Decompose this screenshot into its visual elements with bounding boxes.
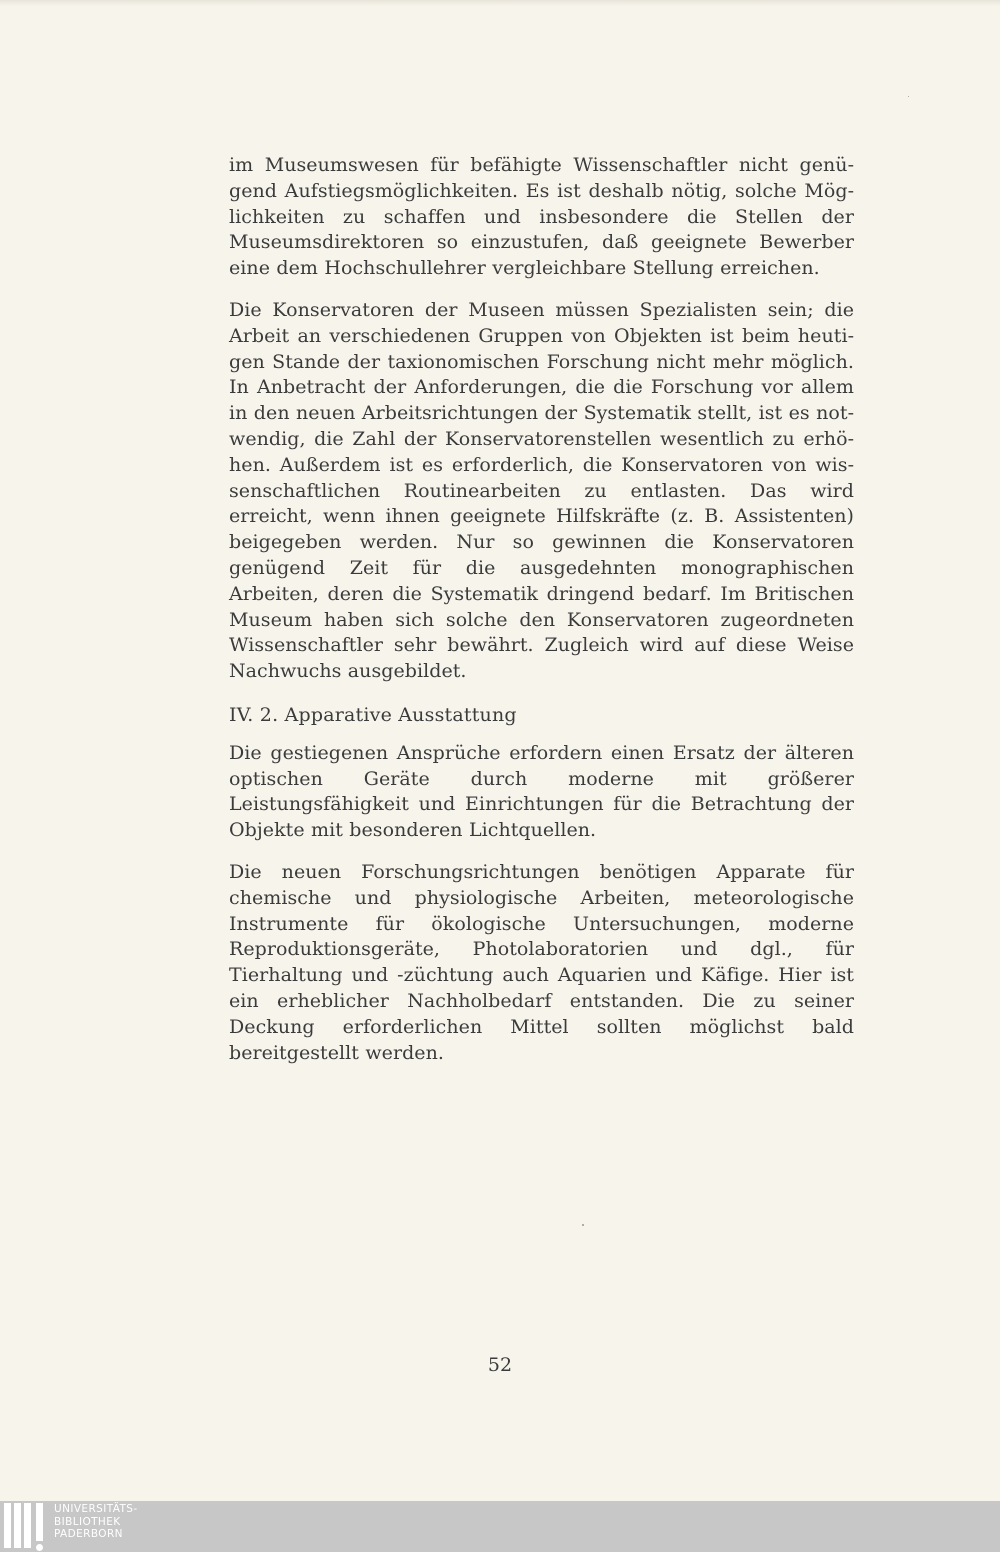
logo-dot (36, 1544, 43, 1551)
section-heading: IV. 2. Apparative Ausstattung (229, 703, 517, 726)
library-name-line-2: BIBLIOTHEK (54, 1515, 121, 1528)
library-name-line-1: UNIVERSITÄTS- (54, 1503, 138, 1515)
scan-speck (582, 1224, 584, 1226)
document-body (229, 153, 854, 1082)
library-name-line-3: PADERBORN (54, 1528, 123, 1540)
section-paragraph-2: Die neuen Forschungsrichtungen benötigen Apparate für chemische und physiologische Arbeiten, meteorologische Instrumente für ökologische Untersuchungen, moderne Reproduktionsgeräte, Photolaboratorien und dgl., für Tierhaltung und -züchtung auch Aquarien und Käfige. Hier ist ein erheblicher Nachholbedarf entstanden. Die zu seiner Deckung erforderlichen Mittel sollten möglichst bald bereitgestellt werden. (229, 860, 854, 1064)
logo-stripe (14, 1503, 21, 1548)
logo-stripe (4, 1503, 11, 1548)
library-name (54, 1503, 138, 1541)
paragraph-2: Die Konservatoren der Museen müssen Spezialisten sein; die Arbeit an verschiedenen Gruppen von Objekten ist beim heutigen Stande der taxionomischen Forschung nicht mehr möglich. In Anbetracht der Anforderungen, die die Forschung vor allem in den neuen Arbeitsrichtungen der Systematik stellt, ist es notwendig, die Zahl der Konservatorenstellen wesentlich zu erhöhen. Außerdem ist es erforderlich, die Konservatoren von wissenschaftlichen Routinearbeiten zu entlasten. Das wird erreicht, wenn ihnen geeignete Hilfskräfte (z. B. Assistenten) beigegeben werden. Nur so gewinnen die Konservatoren genügend Zeit für die ausgedehnten monographischen Arbeiten, deren die Systematik dringend bedarf. Im Britischen Museum haben sich solche den Konservatoren zugeordneten Wissenschaftler sehr bewährt. Zugleich wird auf diese Weise Nachwuchs ausgebildet. (229, 298, 854, 683)
page-top-edge (0, 0, 1000, 6)
footer-bar (0, 1501, 1000, 1552)
library-logo (0, 1501, 160, 1552)
page-number: 52 (487, 1354, 513, 1376)
section-paragraph-1: Die gestiegenen Ansprüche erfordern einen Ersatz der älteren optischen Geräte durch moderne mit größerer Leistungsfähigkeit und Einrichtungen für die Betrachtung der Objekte mit besonderen Lichtquellen. (229, 741, 854, 842)
scan-speck (908, 96, 909, 97)
logo-stripe (36, 1503, 43, 1541)
paragraph-1: im Museumswesen für befähigte Wissenschaftler nicht genügend Aufstiegsmöglichkeiten. Es ist deshalb nötig, solche Möglichkeiten zu schaffen und insbesondere die Stellen der Museumsdirektoren so einzustufen, daß geeignete Bewerber eine dem Hochschullehrer vergleichbare Stellung erreichen. (229, 154, 854, 280)
logo-stripe (24, 1503, 31, 1548)
